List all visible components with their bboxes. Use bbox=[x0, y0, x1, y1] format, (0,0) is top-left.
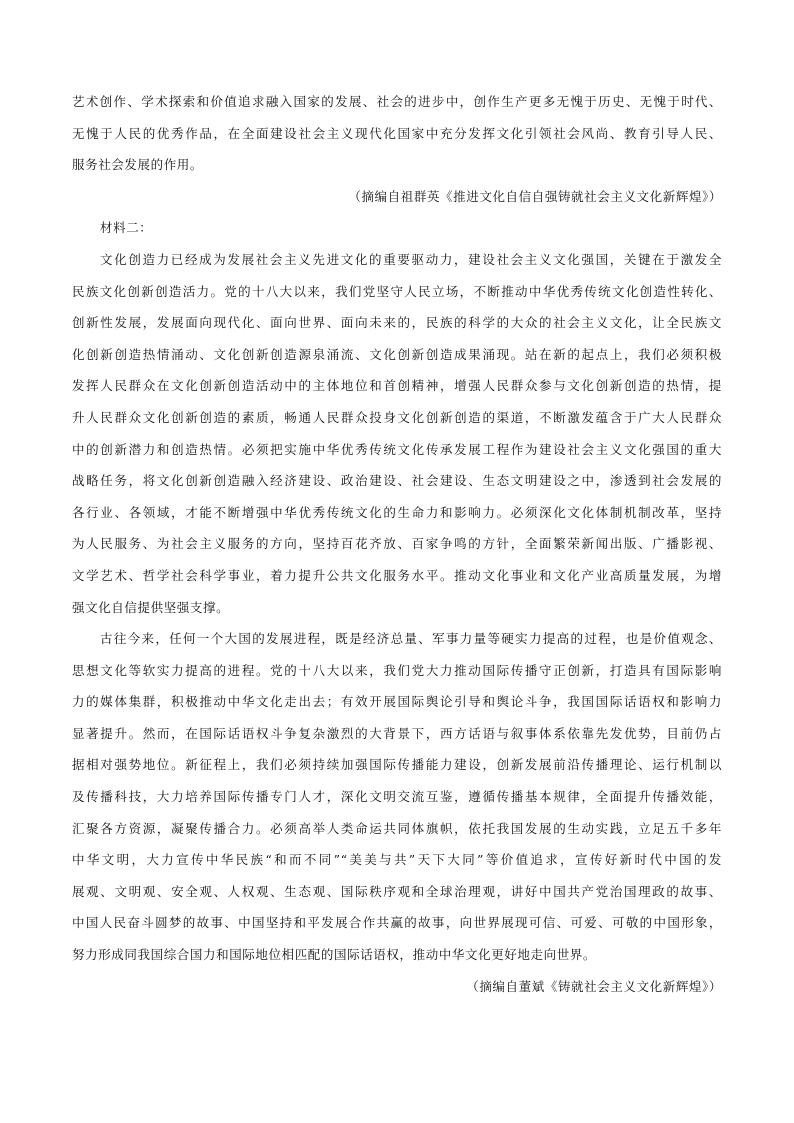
text-line: 无愧于人民的优秀作品，在全面建设社会主义现代化国家中充分发挥文化引领社会风尚、教育引导人民、 bbox=[72, 125, 722, 141]
text-line: 民族文化创新创造活力。党的十八大以来，我们党坚守人民立场，不断推动中华优秀传统文化创造性转化、 bbox=[72, 283, 722, 299]
text-line: 中华文明，大力宣传中华民族“和而不同”“美美与共”天下大同”等价值追求，宣传好新时代中国的发 bbox=[72, 852, 722, 868]
text-line: 展观、文明观、安全观、人权观、生态观、国际秩序观和全球治理观，讲好中国共产党治国理政的故事、 bbox=[72, 883, 722, 899]
text-line: 努力形成同我国综合国力和国际地位相匹配的国际话语权，推动中华文化更好地走向世界。 bbox=[72, 947, 597, 963]
text-line: 显著提升。然而，在国际话语权斗争复杂激烈的大背景下，西方话语与叙事体系依靠先发优势，目前仍占 bbox=[72, 725, 722, 741]
paragraph-continuation bbox=[72, 86, 722, 181]
text-line: 文化创造力已经成为发展社会主义先进文化的重要驱动力，建设社会主义文化强国，关键在于激发全 bbox=[100, 251, 722, 267]
text-line: 中的创新潜力和创造热情。必须把实施中华优秀传统文化传承发展工程作为建设社会主义文化强国的重大 bbox=[72, 441, 722, 457]
text-line: 古往今来，任何一个大国的发展进程，既是经济总量、军事力量等硬实力提高的过程，也是价值观念、 bbox=[100, 631, 722, 647]
text-line: 服务社会发展的作用。 bbox=[72, 157, 204, 173]
text-line: 力的媒体集群，积极推动中华文化走出去；有效开展国际舆论引导和舆论斗争，我国国际话语权和影响力 bbox=[72, 694, 722, 710]
document-page bbox=[72, 86, 722, 1002]
source-citation-2: （摘编自董斌《铸就社会主义文化新辉煌》） bbox=[466, 978, 722, 994]
text-line: 中国人民奋斗圆梦的故事、中国坚持和平发展合作共赢的故事，向世界展现可信、可爱、可敬的中国形象， bbox=[72, 915, 722, 931]
text-line: 战略任务，将文化创新创造融入经济建设、政治建设、社会建设、生态文明建设之中，渗透到社会发展的 bbox=[72, 473, 722, 489]
text-line: 发挥人民群众在文化创新创造活动中的主体地位和首创精神，增强人民群众参与文化创新创造的热情，提 bbox=[72, 378, 722, 394]
text-line: 及传播科技，大力培养国际传播专门人才，深化文明交流互鉴，遵循传播基本规律，全面提升传播效能， bbox=[72, 789, 722, 805]
paragraph-cultural-creativity bbox=[72, 244, 722, 623]
text-line: 文学艺术、哲学社会科学事业，着力提升公共文化服务水平。推动文化事业和文化产业高质量发展，为增 bbox=[72, 567, 722, 583]
text-line: 艺术创作、学术探索和价值追求融入国家的发展、社会的进步中，创作生产更多无愧于历史、无愧于时代、 bbox=[72, 94, 722, 109]
material-2-heading: 材料二： bbox=[100, 220, 153, 236]
text-line: 升人民群众文化创新创造的素质，畅通人民群众投身文化创新创造的渠道，不断激发蕴含于广大人民群众 bbox=[72, 409, 722, 425]
paragraph-international-communication bbox=[72, 623, 722, 971]
source-citation-1: （摘编自祖群英《推进文化自信自强铸就社会主义文化新辉煌》） bbox=[348, 188, 722, 204]
text-line: 思想文化等软实力提高的进程。党的十八大以来，我们党大力推动国际传播守正创新，打造具有国际影响 bbox=[72, 662, 722, 678]
text-line: 为人民服务、为社会主义服务的方向，坚持百花齐放、百家争鸣的方针，全面繁荣新闻出版、广播影视、 bbox=[72, 536, 722, 552]
text-line: 各行业、各领域，才能不断增强中华优秀传统文化的生命力和影响力。必须深化文化体制机制改革，坚持 bbox=[72, 504, 722, 520]
text-line: 据相对强势地位。新征程上，我们必须持续加强国际传播能力建设，创新发展前沿传播理论、运行机制以 bbox=[72, 757, 722, 773]
text-line: 汇聚各方资源，凝聚传播合力。必须高举人类命运共同体旗帜，依托我国发展的生动实践，立足五千多年 bbox=[72, 820, 722, 836]
text-line: 强文化自信提供坚强支撑。 bbox=[72, 599, 230, 615]
text-line: 创新性发展，发展面向现代化、面向世界、面向未来的，民族的科学的大众的社会主义文化，让全民族文 bbox=[72, 315, 722, 331]
text-line: 化创新创造热情涌动、文化创新创造源泉涌流、文化创新创造成果涌现。站在新的起点上，我们必须积极 bbox=[72, 346, 722, 362]
